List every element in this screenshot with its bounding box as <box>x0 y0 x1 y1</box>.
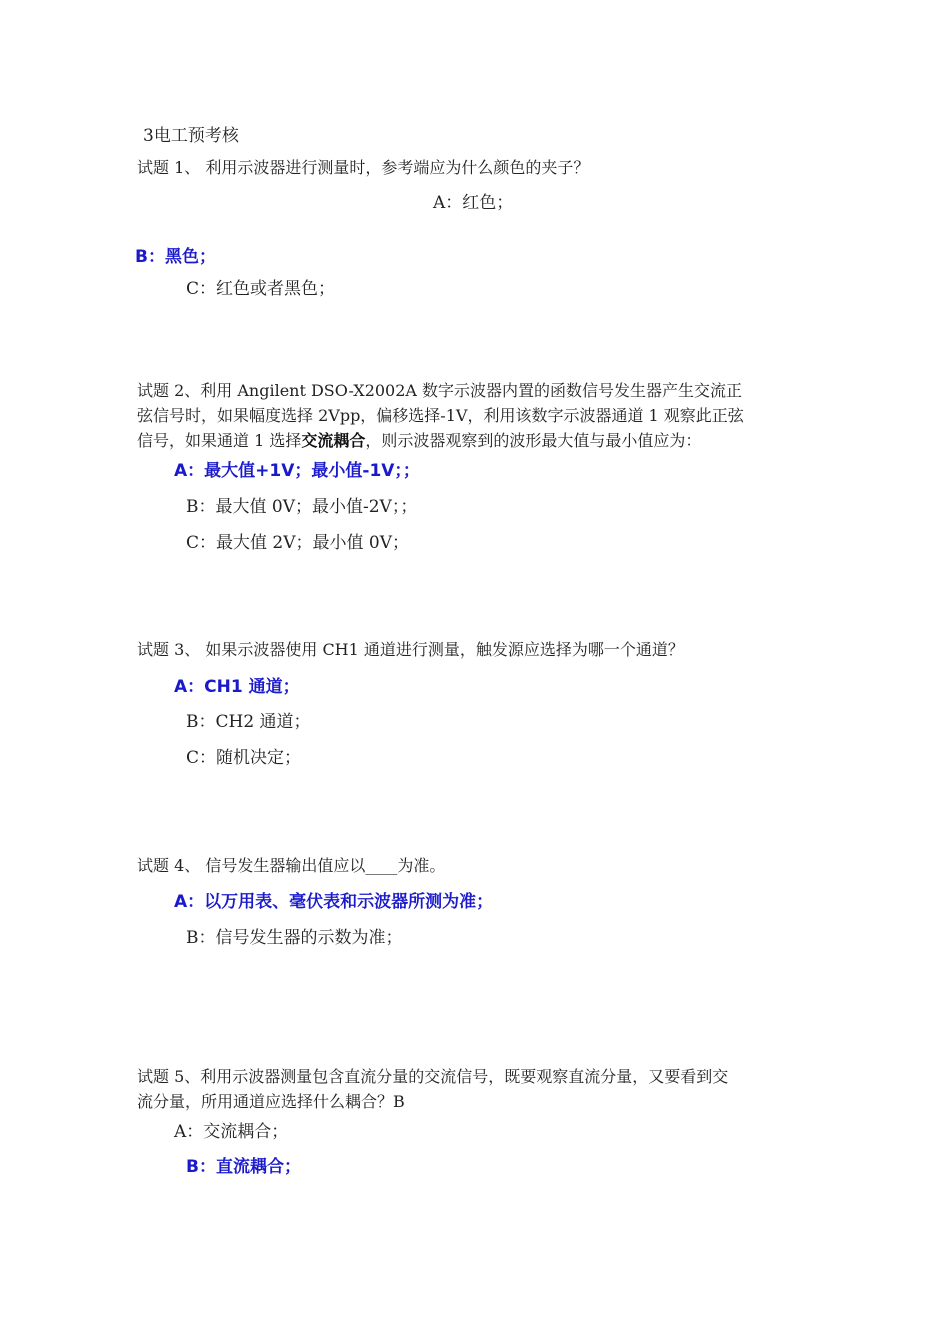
question-2-option-b: B：最大值 0V；最小值-2V；； <box>186 497 418 517</box>
question-4-text: 试题 4、 信号发生器输出值应以____为准。 <box>137 856 446 875</box>
question-5-line-1: 试题 5、利用示波器测量包含直流分量的交流信号，既要观察直流分量，又要看到交 <box>137 1067 729 1086</box>
question-4-option-b: B：信号发生器的示数为准； <box>186 928 403 948</box>
question-1-text: 试题 1、 利用示波器进行测量时，参考端应为什么颜色的夹子？ <box>137 158 590 177</box>
question-5-line-2: 流分量，所用通道应选择什么耦合？B <box>137 1092 405 1111</box>
question-2-line-3-post: ，则示波器观察到的波形最大值与最小值应为： <box>365 431 702 450</box>
question-5-option-a: A：交流耦合； <box>174 1122 289 1142</box>
question-5-option-b-answer: B：直流耦合； <box>186 1157 301 1177</box>
page-title: 3电工预考核 <box>143 126 239 146</box>
question-2-option-a-answer: A：最大值+1V；最小值-1V；； <box>174 461 420 481</box>
question-3-text: 试题 3、 如果示波器使用 CH1 通道进行测量，触发源应选择为哪一个通道？ <box>137 640 684 659</box>
question-3-option-b: B：CH2 通道； <box>186 712 311 732</box>
question-3-option-c: C：随机决定； <box>186 748 302 768</box>
question-1-option-a: A：红色； <box>433 193 514 213</box>
question-2-line-3 <box>137 433 701 449</box>
question-2-line-1: 试题 2、利用 Angilent DSO-X2002A 数字示波器内置的函数信号发生器产生交流正 <box>137 381 743 400</box>
question-2-line-3-pre: 信号，如果通道 1 选择 <box>137 431 302 450</box>
question-2-option-c: C：最大值 2V；最小值 0V； <box>186 533 410 553</box>
question-1-option-c: C：红色或者黑色； <box>186 279 336 299</box>
question-4-option-a-answer: A：以万用表、毫伏表和示波器所测为准； <box>174 892 494 912</box>
question-3-option-a-answer: A：CH1 通道； <box>174 677 300 697</box>
question-2-emphasis: 交流耦合 <box>301 431 366 450</box>
question-2-line-2: 弦信号时，如果幅度选择 2Vpp，偏移选择-1V，利用该数字示波器通道 1 观察此正弦 <box>137 406 744 425</box>
question-1-option-b-answer: B：黑色； <box>135 247 216 267</box>
